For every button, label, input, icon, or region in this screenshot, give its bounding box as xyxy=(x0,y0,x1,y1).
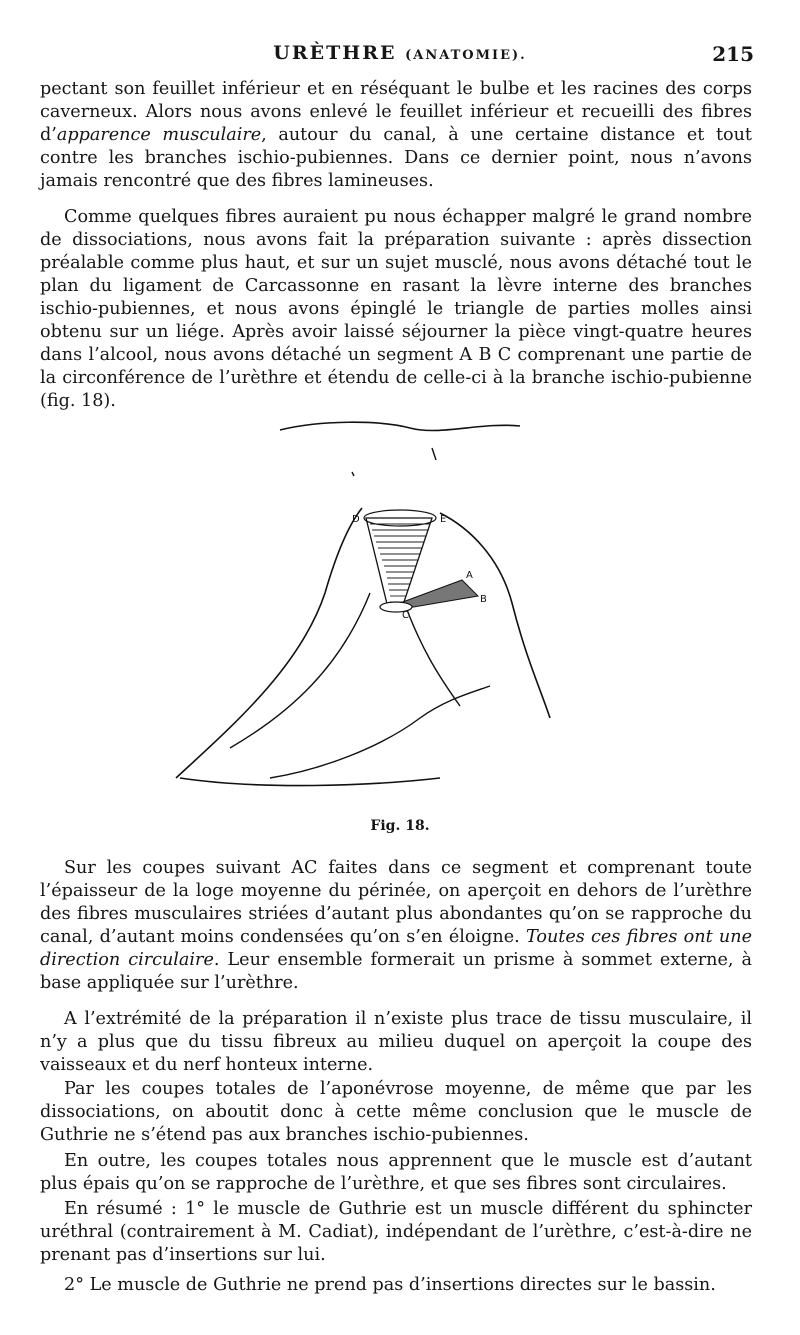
running-title xyxy=(40,42,760,64)
paragraph-8: 2° Le muscle de Guthrie ne prend pas d’insertions directes sur le bassin. xyxy=(64,1275,716,1295)
paragraph-3-emphasis: Toutes ces fibres ont une direction circulaire xyxy=(40,927,752,970)
label-E: E xyxy=(440,514,447,525)
paragraph-2: Comme quelques fibres auraient pu nous échapper malgré le grand nombre de dissociations, nous avons fait la préparation suivante : après dissection préalable comme plus haut, et sur un sujet musclé, nous avons détaché tout le plan du ligament de Carcassonne en rasant la lèvre interne des branches ischio-pubiennes, et nous avons épinglé le triangle de parties molles ainsi obtenu sur un liége. Après avoir laissé séjourner la pièce vingt-quatre heures dans l’alcool, nous avons détaché un segment A B C comprenant une partie de la circonférence de l’urèthre et étendu de celle-ci à la branche ischio-pubienne (fig. 18). xyxy=(40,207,752,411)
figure-caption: Fig. 18. xyxy=(370,818,430,834)
running-title-main: URÈTHRE xyxy=(273,42,397,64)
paragraph-3 xyxy=(40,857,752,995)
label-A: A xyxy=(466,570,473,581)
paragraph-1-emphasis: apparence musculaire xyxy=(56,125,262,145)
figure-18 xyxy=(140,418,660,818)
paragraph-4: A l’extrémité de la préparation il n’existe plus trace de tissu musculaire, il n’y a plus que du tissu fibreux au milieu duquel on aperçoit la coupe des vaisseaux et du nerf honteux interne. xyxy=(40,1009,752,1075)
running-title-paren: (ANATOMIE). xyxy=(405,48,527,63)
paragraph-5: Par les coupes totales de l’aponévrose moyenne, de même que par les dissociations, on aboutit donc à cette même conclusion que le muscle de Guthrie ne s’étend pas aux branches ischio-pubiennes. xyxy=(40,1079,752,1145)
paragraph-1-tail: , autour du canal, à une certaine distance et tout contre les branches ischio-pubiennes. Dans ce dernier point, nous n’avons jamais rencontré que des fibres lamineuses. xyxy=(40,125,753,191)
running-head xyxy=(40,42,760,78)
paragraph-6: En outre, les coupes totales nous apprennent que le muscle est d’autant plus épais qu’on se rapproche de l’urèthre, et que ses fibres sont circulaires. xyxy=(40,1151,752,1194)
figure-18-drawing xyxy=(140,418,660,818)
paragraph-7: En résumé : 1° le muscle de Guthrie est un muscle différent du sphincter uréthral (contrairement à M. Cadiat), indépendant de l’urèthre, c’est-à-dire ne prenant pas d’insertions sur lui. xyxy=(40,1199,752,1265)
label-B: B xyxy=(480,594,487,605)
page-number: 215 xyxy=(712,42,754,66)
paragraph-3-tail: . Leur ensemble formerait un prisme à sommet externe, à base appliquée sur l’urèthre. xyxy=(40,950,753,993)
paragraph-1-text: pectant son feuillet inférieur et en réséquant le bulbe et les racines des corps caverneux. Alors nous avons enlevé le feuillet inférieur et recueilli des fibres d’ xyxy=(40,79,752,145)
label-C: C xyxy=(402,610,409,621)
paragraph-3-text: Sur les coupes suivant AC faites dans ce segment et comprenant toute l’épaisseur de la loge moyenne du périnée, on aperçoit en dehors de l’urèthre des fibres musculaires striées d’autant plus abondantes qu’on se rapproche du canal, d’autant moins condensées qu’on s’en éloigne. xyxy=(40,858,752,947)
paragraph-1 xyxy=(40,78,752,193)
label-D: D xyxy=(352,514,360,525)
